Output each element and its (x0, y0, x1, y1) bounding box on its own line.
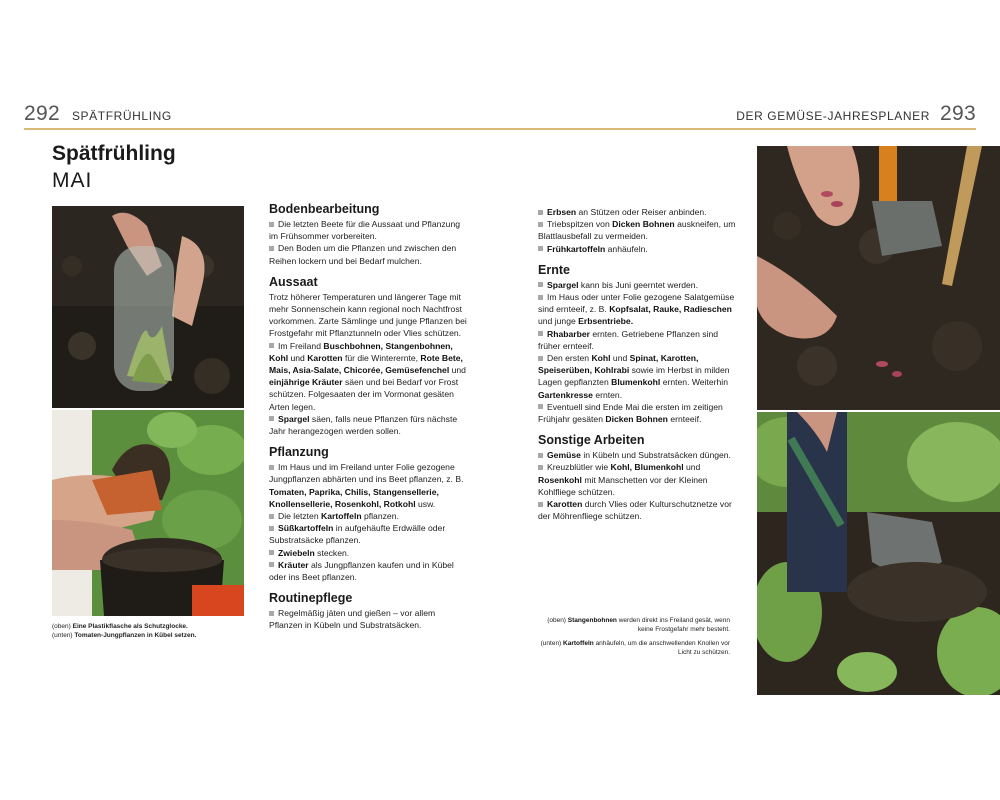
heading-pflanzung: Pflanzung (269, 445, 329, 460)
heading-ernte: Ernte (538, 262, 570, 277)
list-item: Frühkartoffeln anhäufeln. (538, 243, 738, 255)
right-page-header (736, 102, 976, 126)
page-month: MAI (52, 169, 93, 192)
photo-tomato-planting (52, 410, 244, 616)
list-item: Regelmäßig jäten und gießen – vor allem Pflanzen in Kübeln und Substratsäcken. (269, 607, 469, 631)
list-item: Rhabarber ernten. Getriebene Pflanzen sind früher ernteeif. (538, 328, 738, 352)
list-item: Süßkartoffeln in aufgehäufte Erdwälle oder Substratsäcke pflanzen. (269, 522, 469, 546)
heading-bodenbearbeitung: Bodenbearbeitung (269, 202, 380, 216)
right-captions (540, 616, 730, 657)
list-item: Die letzten Beete für die Aussaat und Pflanzung im Frühsommer vorbereiten. (269, 218, 469, 242)
caption-right-top: (oben) Stangenbohnen werden direkt ins Freiland gesät, wenn keine Frostgefahr mehr besteht. (547, 617, 730, 633)
list-item: Spargel säen, falls neue Pflanzen fürs nächste Jahr herangezogen werden sollen. (269, 413, 469, 437)
list-item: Eventuell sind Ende Mai die ersten im zeitigen Frühjahr gesäten Dicken Bohnen ernteeif. (538, 401, 738, 425)
list-item: Den ersten Kohl und Spinat, Karotten, Speiserüben, Kohlrabi sowie im Herbst in milden Lagen gepflanzten Blumenkohl ernten. Weiterhin Gartenkresse ernten. (538, 352, 738, 401)
list-item: Im Freiland Buschbohnen, Stangenbohnen, Kohl und Karotten für die Winterernte, Rote Bete, Mais, Asia-Salate, Chicorée, Gemüsefenchel und einjährige Kräuter säen und bei Bedarf vor Frost schützen. Folgesaaten der im Vormonat gesäten Arten legen. (269, 340, 469, 413)
right-running-title: DER GEMÜSE-JAHRESPLANER (736, 109, 931, 123)
list-item: Den Boden um die Pflanzen und zwischen den Reihen lockern und bei Bedarf mulchen. (269, 242, 469, 266)
list-item: Kräuter als Jungpflanzen kaufen und in Kübel oder ins Beet pflanzen. (269, 559, 469, 583)
list-item: Gemüse in Kübeln und Substratsäcken düngen. (538, 449, 738, 461)
right-page-number: 293 (940, 102, 976, 125)
list-item: Kreuzblütler wie Kohl, Blumenkohl und Rosenkohl mit Manschetten vor der Kleinen Kohlfliege schützen. (538, 461, 738, 498)
photo-potato-earthing-up (757, 412, 1000, 695)
list-item: Karotten durch Vlies oder Kulturschutznetze vor der Möhrenfliege schützen. (538, 498, 738, 522)
text-column-1 (269, 202, 469, 632)
list-item: Im Haus und im Freiland unter Folie gezogene Jungpflanzen abhärten und ins Beet pflanzen, z. B. Tomaten, Paprika, Chilis, Stangensellerie, Knollensellerie, Rosenkohl, Rotkohl usw. (269, 461, 469, 510)
left-captions (52, 622, 247, 640)
page-heading (52, 142, 176, 193)
list-item: Zwiebeln stecken. (269, 547, 469, 559)
heading-routinepflege: Routinepflege (269, 591, 353, 606)
caption-left-top: (oben) Eine Plastikflasche als Schutzglocke. (52, 623, 188, 630)
list-item: Die letzten Kartoffeln pflanzen. (269, 510, 469, 522)
caption-right-bottom: (unten) Kartoffeln anhäufeln, um die anschwellenden Knollen vor Licht zu schützen. (540, 640, 730, 656)
left-page-header (24, 102, 172, 126)
header-rule (24, 128, 976, 130)
caption-left-bottom: (unten) Tomaten-Jungpflanzen in Kübel setzen. (52, 632, 197, 639)
photo-bean-sowing (757, 146, 1000, 410)
left-running-title: SPÄTFRÜHLING (71, 109, 172, 123)
list-item: Triebspitzen von Dicken Bohnen auskneifen, um Blattlausbefall zu vermeiden. (538, 218, 738, 242)
heading-sonstige-arbeiten: Sonstige Arbeiten (538, 433, 645, 448)
left-page-number: 292 (24, 102, 60, 125)
list-item: Im Haus oder unter Folie gezogene Salatgemüse sind ernteeif, z. B. Kopfsalat, Rauke, Radieschen und junge Erbsentriebe. (538, 291, 738, 328)
page-title: Spätfrühling (52, 142, 176, 165)
list-item: Spargel kann bis Juni geerntet werden. (538, 279, 738, 291)
list-item: Erbsen an Stützen oder Reiser anbinden. (538, 206, 738, 218)
aussaat-intro: Trotz höherer Temperaturen und längerer Tage mit mehr Sonnenschein kann regional noch Nachtfrost vorkommen. Zarte Sämlinge und junge Pflanzen bei Frostgefahr mit Pflanztunneln oder Vlies schützen. (269, 291, 467, 339)
text-column-2 (538, 206, 738, 522)
heading-aussaat: Aussaat (269, 274, 318, 289)
photo-bottle-cloche (52, 206, 244, 408)
